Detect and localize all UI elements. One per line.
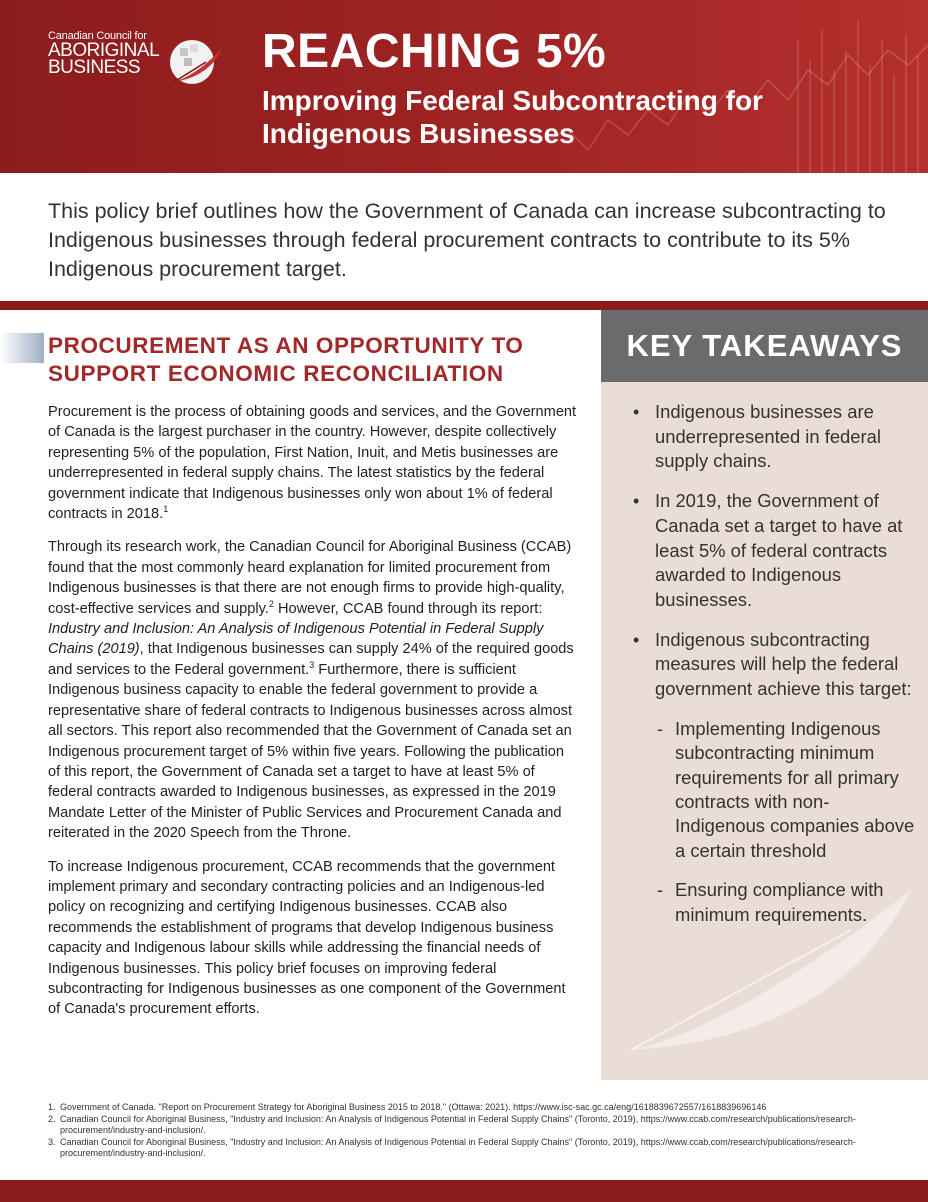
logo-line-1: Canadian Council for	[48, 30, 147, 42]
report-title: Industry and Inclusion: An Analysis of Indigenous Potential in Federal Supply Chains (2019)	[48, 621, 544, 658]
header-banner	[0, 0, 928, 173]
logo-line-3: BUSINESS	[48, 57, 141, 78]
footer-bar	[0, 1180, 928, 1202]
footnote-text: Canadian Council for Aboriginal Business, "Industry and Inclusion: An Analysis of Indigenous Potential in Federal Supply Chains" (Toronto, 2019), https://www.ccab.com/research/publications/research-procurement/industry-and-inclusion/.	[60, 1113, 856, 1136]
list-item: • Indigenous businesses are underrepresented in federal supply chains.	[627, 400, 917, 474]
heading-accent-bar	[0, 333, 44, 363]
footnote	[48, 1114, 918, 1137]
sub-list-item-text: Ensuring compliance with minimum requirements.	[675, 879, 884, 925]
paragraph-3: To increase Indigenous procurement, CCAB recommends that the government implement primary and secondary contracting policies and an Indigenous-led policy on recognizing and certifying Indigenous businesses. CCAB also recommends the establishment of programs that develop Indigenous business capacity and Indigenous labour skills while addressing the financial needs of Indigenous businesses. This policy brief focuses on improving federal subcontracting for Indigenous businesses as one component of the Government of Canada's procurement efforts.	[48, 858, 566, 1018]
footnote	[48, 1137, 918, 1160]
key-takeaways-list	[627, 400, 917, 942]
sub-list-item-text: Implementing Indigenous subcontracting minimum requirements for all primary contracts with non-Indigenous companies above a certain threshold	[675, 717, 915, 861]
section-divider	[0, 301, 928, 310]
paragraph-2	[48, 537, 580, 843]
list-item: • In 2019, the Government of Canada set a target to have at least 5% of federal contracts awarded to Indigenous businesses.	[627, 489, 917, 613]
dash-marker: -	[657, 717, 664, 739]
logo-line-2: ABORIGINAL	[48, 40, 160, 61]
page-subtitle: Improving Federal Subcontracting for Indigenous Businesses	[262, 85, 763, 149]
paragraph-2-text-d: Furthermore, there is sufficient Indigenous business capacity to enable the federal government to provide a representative share of federal contracts to Indigenous businesses across almost all sectors. This report also recommended that the Government of Canada set an Indigenous procurement target of 5% within five years. Following the publication of this report, the Government of Canada set a target to have at least 5% of federal contracts awarded to Indigenous businesses, as expressed in the 2019 Mandate Letter of the Minister of Public Services and Procurement Canada and reiterated in the 2020 Speech from the Throne.	[48, 661, 573, 842]
footnotes	[48, 1102, 918, 1160]
footnote-text: Canadian Council for Aboriginal Business, "Industry and Inclusion: An Analysis of Indigenous Potential in Federal Supply Chains" (Toronto, 2019), https://www.ccab.com/research/publications/research-procurement/industry-and-inclusion/.	[60, 1136, 856, 1159]
paragraph-2-text-c: , that Indigenous businesses can supply 24% of the required goods and services to the Federal government.	[48, 641, 574, 678]
key-takeaways-heading: KEY TAKEAWAYS	[601, 310, 928, 382]
sub-list-item	[627, 717, 917, 863]
paragraph-1	[48, 402, 580, 524]
paragraph-1-text: Procurement is the process of obtaining goods and services, and the Government of Canada is the largest purchaser in the country. However, despite collectively representing 5% of the population, First Nation, Inuit, and Metis businesses are underrepresented in federal supply chains. The latest statistics by the federal government indicate that Indigenous businesses only won about 1% of federal contracts in 2018.	[48, 404, 577, 523]
paragraph-2-text-b: However, CCAB found through its report:	[273, 600, 543, 617]
footnote-ref: 2	[268, 598, 274, 609]
ccab-logo	[48, 30, 248, 90]
sub-list-item	[627, 878, 917, 927]
footnote-text: Government of Canada. "Report on Procurement Strategy for Aboriginal Business 2015 to 2018." (Ottawa: 2021). https://www.isc-sac.gc.ca/eng/1618839672557/1618839696146	[60, 1102, 767, 1112]
key-takeaways-panel	[601, 310, 928, 1080]
footnote-ref: 3	[309, 660, 315, 671]
list-item: • Indigenous subcontracting measures will help the federal government achieve this target:	[627, 628, 917, 702]
footnote-number: 2.	[48, 1113, 56, 1124]
footnote-ref: 1	[163, 504, 169, 515]
body-column	[48, 402, 580, 1033]
logo-feather-icon	[166, 34, 226, 90]
footnote-number: 1.	[48, 1102, 56, 1112]
section-heading: PROCUREMENT AS AN OPPORTUNITY TO SUPPORT ECONOMIC RECONCILIATION	[48, 333, 524, 386]
paragraph-2-text-a: Through its research work, the Canadian Council for Aboriginal Business (CCAB) found that the most commonly heard explanation for limited procurement from Indigenous businesses is that there are not enough firms to provide high-quality, cost-effective services and supply.	[48, 539, 572, 617]
intro-paragraph: This policy brief outlines how the Government of Canada can increase subcontracting to Indigenous businesses through federal procurement contracts to contribute to its 5% Indigenous procurement target.	[48, 199, 886, 281]
dash-marker: -	[657, 879, 664, 901]
footnote-number: 3.	[48, 1136, 56, 1147]
footnote	[48, 1102, 918, 1114]
page-title: REACHING 5%	[262, 25, 607, 78]
